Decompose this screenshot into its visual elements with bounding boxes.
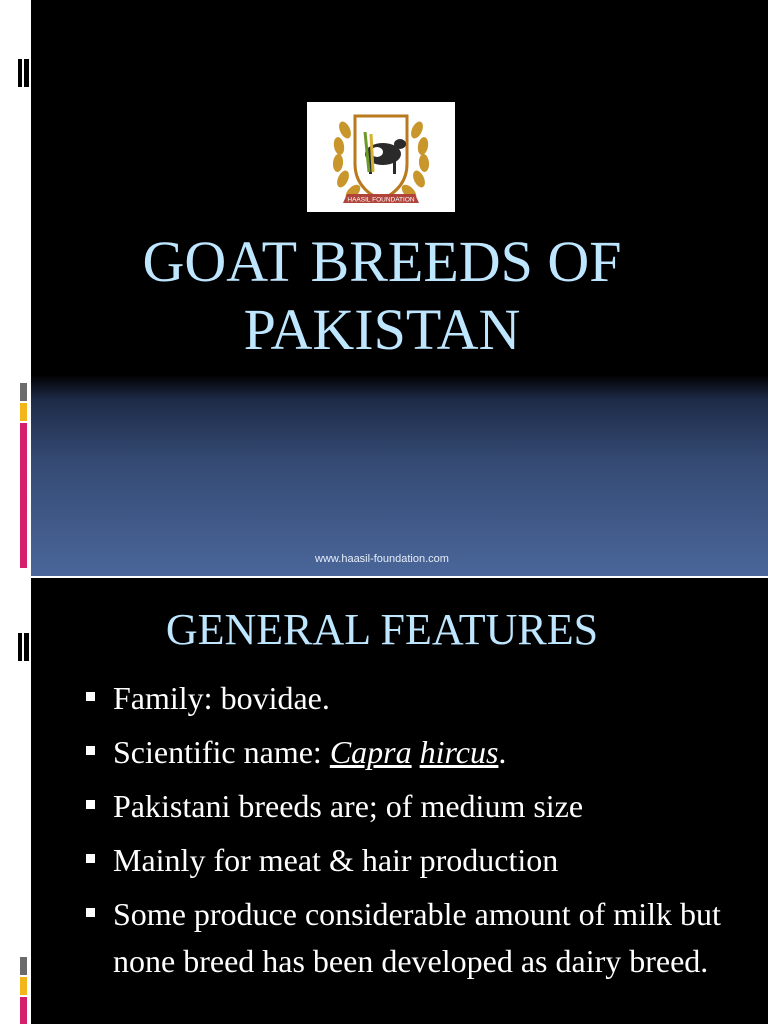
species-name: hircus (419, 734, 499, 770)
corner-mark-icon (24, 59, 29, 87)
feature-list (86, 675, 746, 992)
left-decorative-strip (0, 578, 31, 1024)
accent-bar-yellow (20, 977, 27, 995)
accent-bar-pink (20, 423, 27, 568)
svg-text:HAASIL FOUNDATION: HAASIL FOUNDATION (347, 196, 415, 204)
accent-bar-gray (20, 957, 27, 975)
bullet-icon (86, 692, 95, 701)
bullet-icon (86, 854, 95, 863)
bullet-icon (86, 746, 95, 755)
corner-mark-icon (24, 633, 29, 661)
bullet-icon (86, 800, 95, 809)
haasil-foundation-logo (307, 102, 455, 212)
list-item: Scientific name: Capra hircus. (86, 729, 746, 776)
left-decorative-strip (0, 0, 31, 576)
section-heading: GENERAL FEATURES (165, 605, 599, 654)
list-item: Family: bovidae. (86, 675, 746, 722)
accent-bar-gray (20, 383, 27, 401)
title-line-2: PAKISTAN (243, 297, 521, 362)
list-item: Mainly for meat & hair production (86, 837, 746, 884)
footer-url: www.haasil-foundation.com (315, 553, 449, 565)
list-item: Pakistani breeds are; of medium size (86, 783, 746, 830)
accent-bar-pink (20, 997, 27, 1024)
list-item: Some produce considerable amount of milk but none breed has been developed as dairy breed. (86, 891, 746, 985)
slide-title (31, 228, 733, 364)
corner-mark-icon (18, 633, 22, 661)
logo-emblem-icon (307, 102, 455, 212)
accent-bar-yellow (20, 403, 27, 421)
bullet-icon (86, 908, 95, 917)
corner-mark-icon (18, 59, 22, 87)
genus-name: Capra (329, 734, 412, 770)
title-line-1: GOAT BREEDS OF (142, 229, 622, 294)
